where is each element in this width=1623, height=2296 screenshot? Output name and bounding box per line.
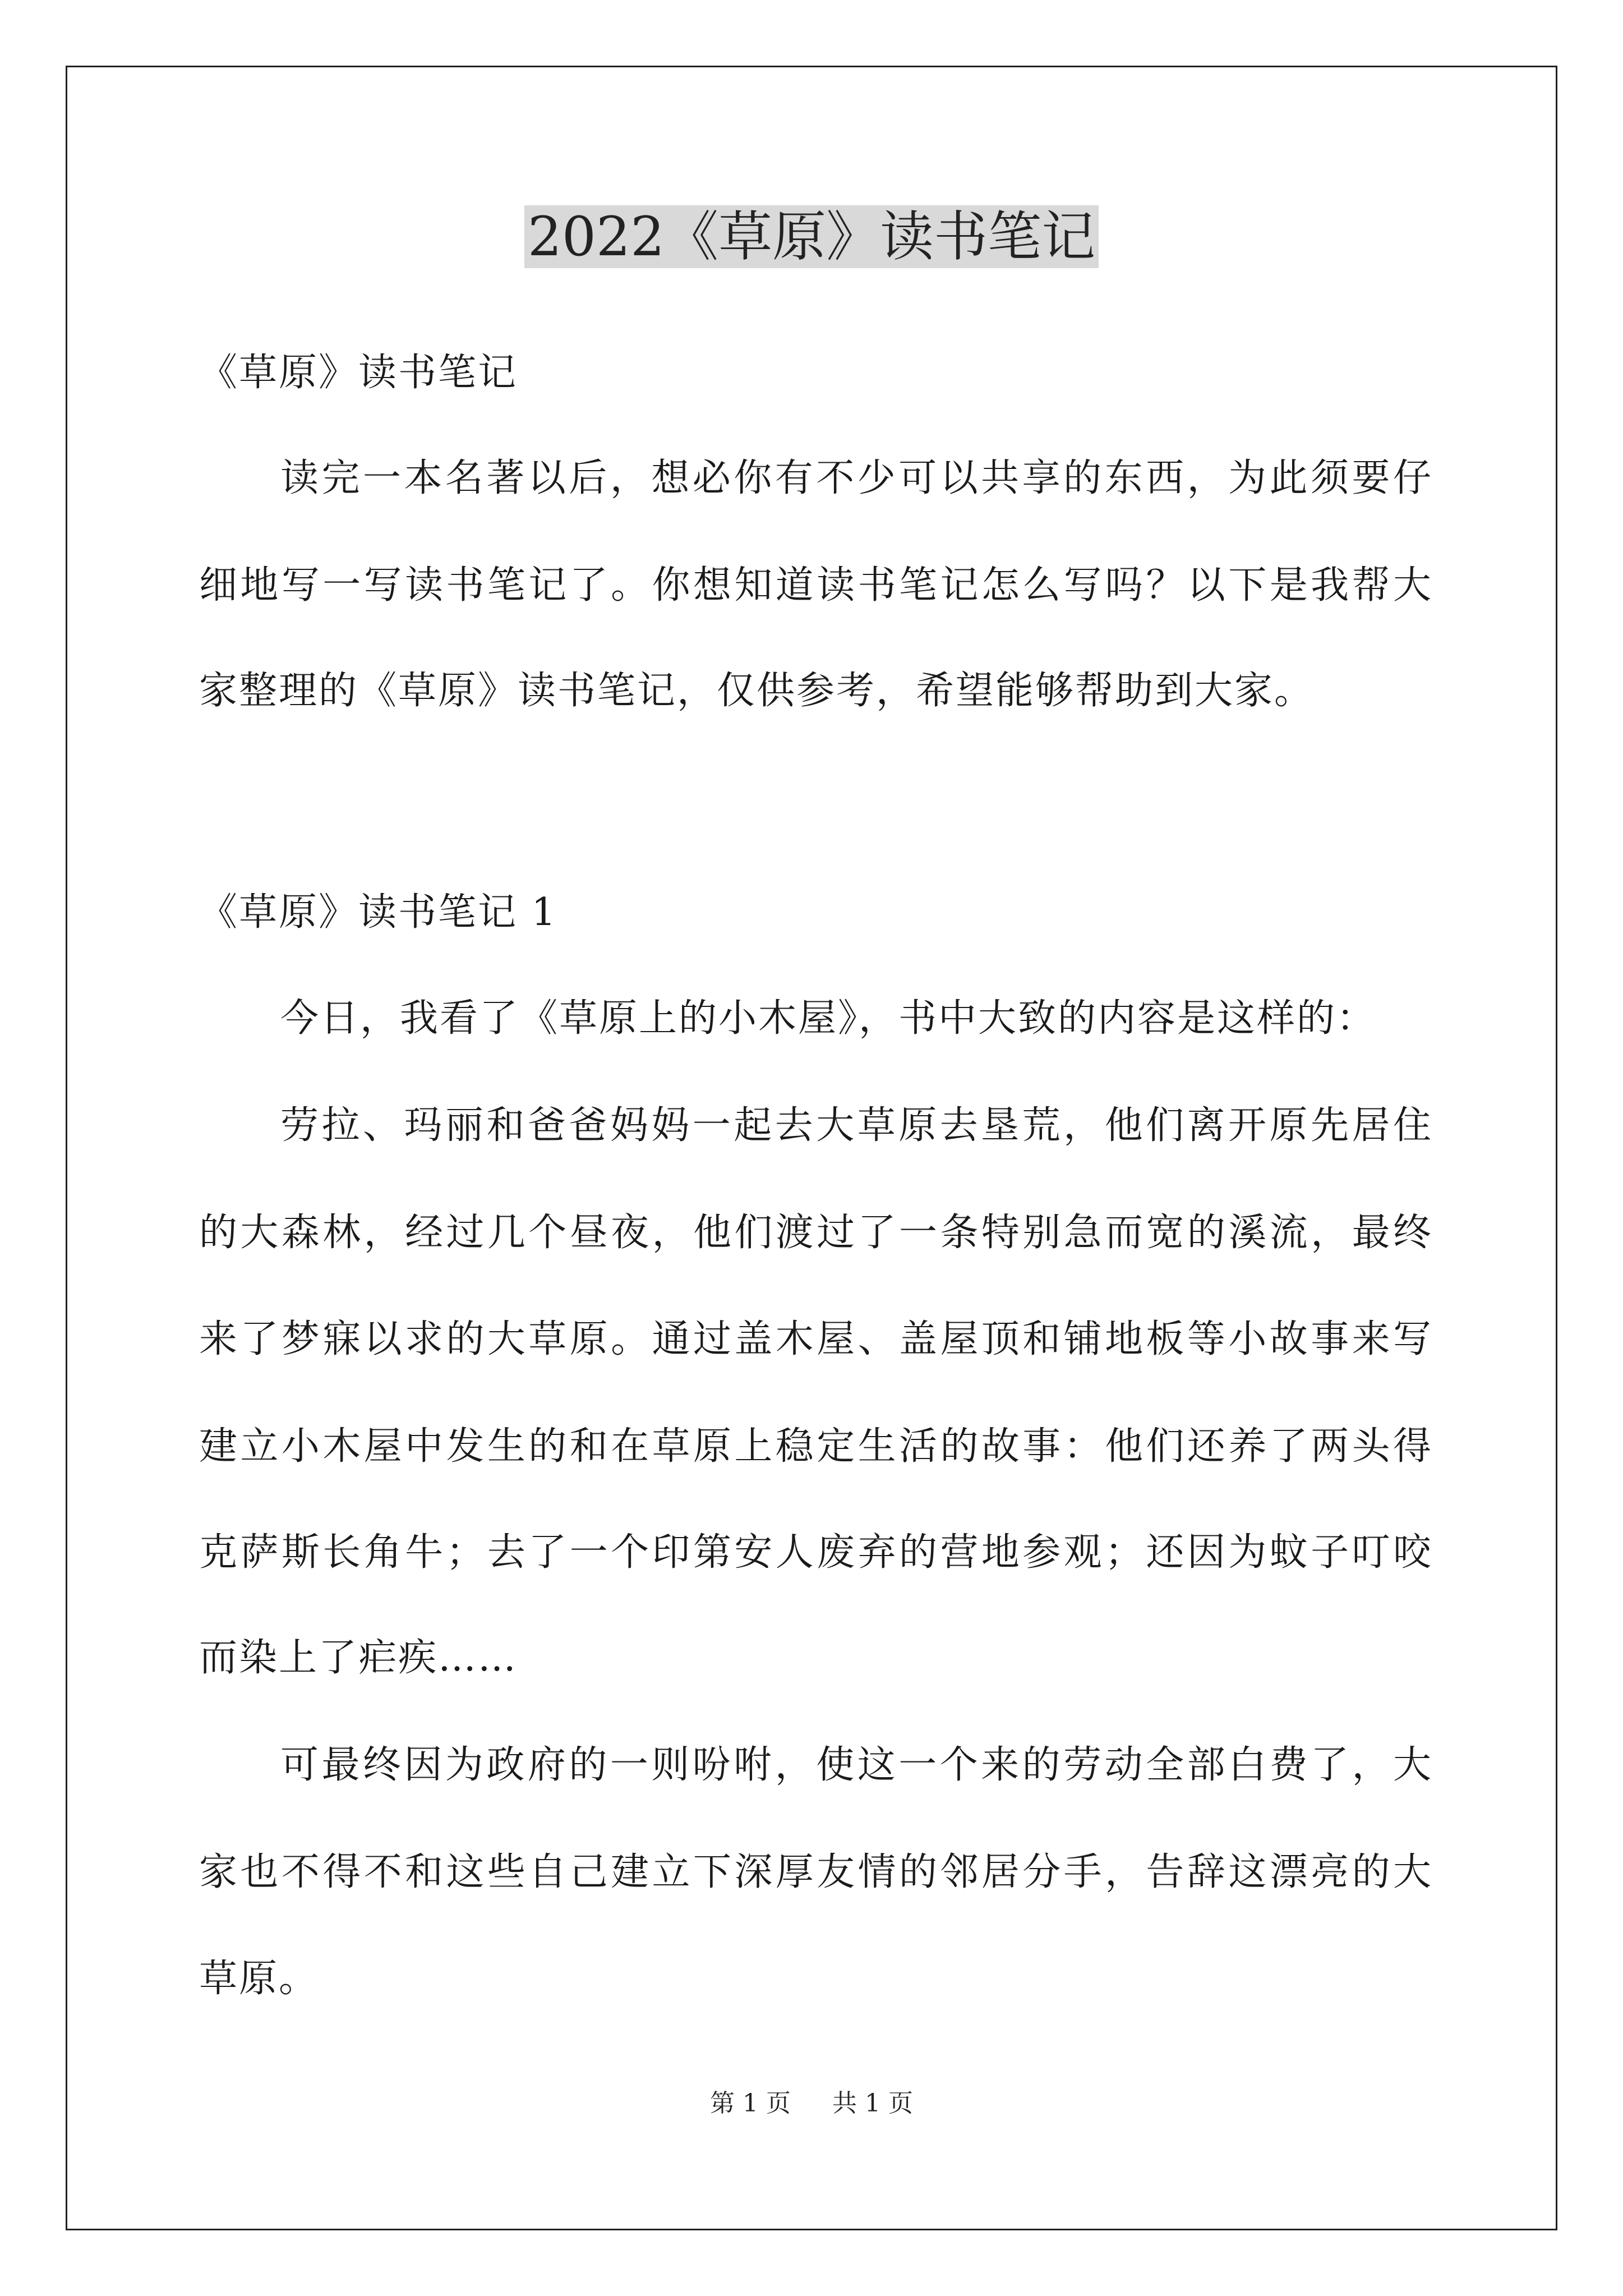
document-title-text: 2022《草原》读书笔记 bbox=[524, 205, 1099, 268]
paragraph-line: 克萨斯长角牛；去了一个印第安人废弃的营地参观；还因为蚊子叮咬 bbox=[199, 1530, 1433, 1575]
total-pages: 共 1 页 bbox=[832, 2089, 913, 2118]
intro-line: 读完一本名著以后，想必你有不少可以共享的东西，为此须要仔 bbox=[280, 456, 1433, 500]
paragraph-line: 家也不得不和这些自己建立下深厚友情的邻居分手，告辞这漂亮的大 bbox=[199, 1850, 1433, 1894]
subtitle: 《草原》读书笔记 bbox=[199, 351, 518, 395]
paragraph-line: 今日，我看了《草原上的小木屋》，书中大致的内容是这样的： bbox=[280, 996, 1377, 1041]
section-heading: 《草原》读书笔记 1 bbox=[199, 890, 557, 935]
page-number: 第 1 页 bbox=[710, 2089, 791, 2118]
intro-line: 细地写一写读书笔记了。你想知道读书笔记怎么写吗？以下是我帮大 bbox=[199, 563, 1433, 608]
paragraph-line: 劳拉、玛丽和爸爸妈妈一起去大草原去垦荒，他们离开原先居住 bbox=[280, 1103, 1433, 1148]
paragraph-line: 来了梦寐以求的大草原。通过盖木屋、盖屋顶和铺地板等小故事来写 bbox=[199, 1317, 1433, 1361]
paragraph-line: 草原。 bbox=[199, 1957, 319, 2001]
paragraph-line: 可最终因为政府的一则吩咐，使这一个来的劳动全部白费了，大 bbox=[280, 1743, 1433, 1787]
paragraph-line: 而染上了疟疾…… bbox=[199, 1636, 518, 1680]
page-footer bbox=[0, 2087, 1623, 2120]
paragraph-line: 的大森林，经过几个昼夜，他们渡过了一条特别急而宽的溪流，最终 bbox=[199, 1211, 1433, 1255]
paragraph-line: 建立小木屋中发生的和在草原上稳定生活的故事：他们还养了两头得 bbox=[199, 1424, 1433, 1469]
intro-line: 家整理的《草原》读书笔记，仅供参考，希望能够帮助到大家。 bbox=[199, 669, 1315, 713]
document-title bbox=[0, 197, 1623, 276]
